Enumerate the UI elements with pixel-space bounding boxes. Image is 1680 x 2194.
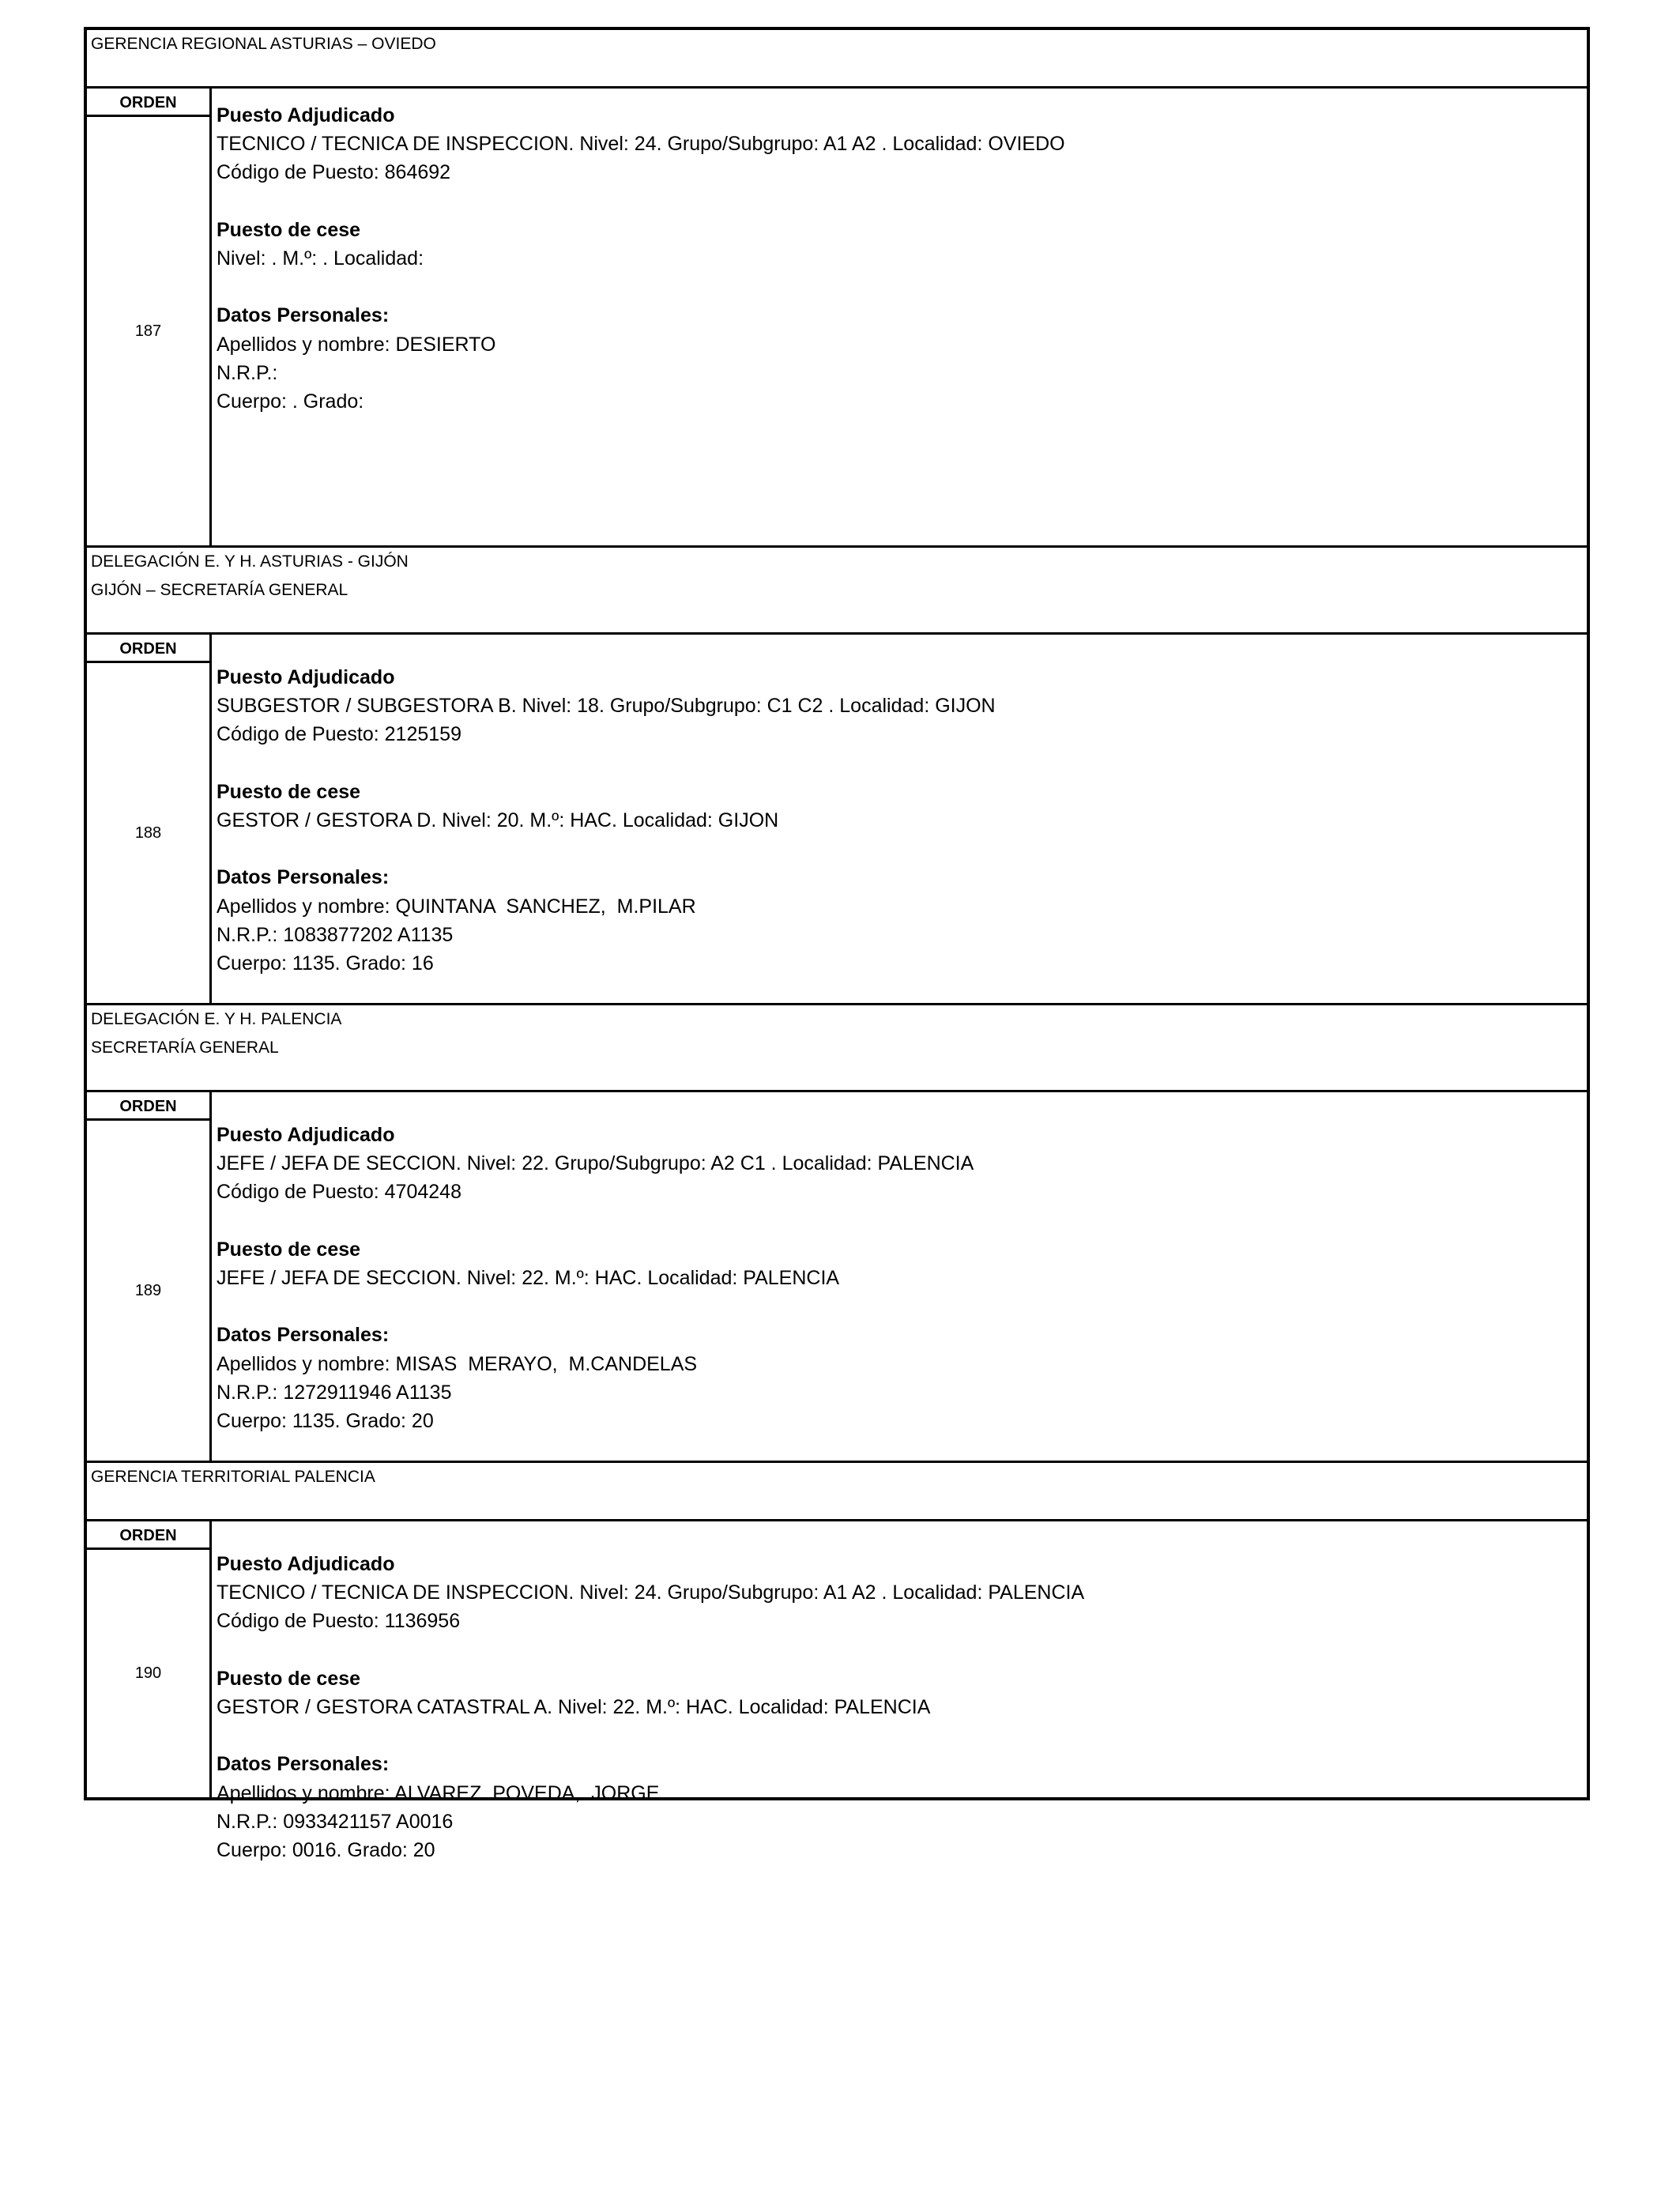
puesto-cese-desc: GESTOR / GESTORA CATASTRAL A. Nivel: 22. M.º: HAC. Localidad: PALENCIA bbox=[217, 1695, 931, 1718]
puesto-adjudicado-heading: Puesto Adjudicado bbox=[217, 104, 395, 126]
record-content bbox=[217, 1550, 1579, 1864]
puesto-cese-heading: Puesto de cese bbox=[217, 218, 361, 241]
puesto-cese-heading: Puesto de cese bbox=[217, 1667, 361, 1690]
record-content bbox=[217, 663, 1579, 978]
apellidos-nombre: Apellidos y nombre: DESIERTO bbox=[217, 333, 496, 356]
section-header bbox=[87, 30, 1587, 89]
section-header-line: GERENCIA TERRITORIAL PALENCIA bbox=[91, 1468, 375, 1486]
record-row bbox=[87, 1092, 1587, 1463]
puesto-adjudicado-desc: TECNICO / TECNICA DE INSPECCION. Nivel: 24. Grupo/Subgrupo: A1 A2 . Localidad: OVIEDO bbox=[217, 133, 1065, 156]
datos-personales-heading: Datos Personales: bbox=[217, 866, 390, 889]
puesto-cese-desc: JEFE / JEFA DE SECCION. Nivel: 22. M.º: HAC. Localidad: PALENCIA bbox=[217, 1266, 840, 1289]
record-row bbox=[87, 1521, 1587, 1861]
nrp: N.R.P.: 1272911946 A1135 bbox=[217, 1381, 452, 1404]
orden-number: 187 bbox=[134, 322, 162, 340]
apellidos-nombre: Apellidos y nombre: MISAS MERAYO, M.CANDELAS bbox=[217, 1352, 698, 1375]
puesto-adjudicado-heading: Puesto Adjudicado bbox=[217, 666, 395, 688]
section-header bbox=[87, 548, 1587, 635]
datos-personales-heading: Datos Personales: bbox=[217, 1753, 390, 1776]
record-row bbox=[87, 89, 1587, 548]
orden-number: 190 bbox=[134, 1664, 162, 1682]
nrp: N.R.P.: 1083877202 A1135 bbox=[217, 923, 454, 946]
puesto-cese-heading: Puesto de cese bbox=[217, 780, 361, 803]
orden-label: ORDEN bbox=[87, 89, 209, 117]
apellidos-nombre: Apellidos y nombre: ALVAREZ POVEDA, JORGE bbox=[217, 1781, 660, 1804]
orden-column bbox=[87, 635, 212, 1003]
orden-label: ORDEN bbox=[87, 1521, 209, 1550]
apellidos-nombre: Apellidos y nombre: QUINTANA SANCHEZ, M.PILAR bbox=[217, 895, 696, 918]
orden-label: ORDEN bbox=[87, 635, 209, 663]
nrp: N.R.P.: 0933421157 A0016 bbox=[217, 1810, 454, 1833]
nrp: N.R.P.: bbox=[217, 361, 278, 384]
orden-number: 188 bbox=[134, 824, 162, 842]
codigo-puesto: Código de Puesto: 1136956 bbox=[217, 1610, 461, 1633]
section-header-line: SECRETARÍA GENERAL bbox=[91, 1039, 279, 1057]
orden-column bbox=[87, 89, 212, 545]
section-header-line: GERENCIA REGIONAL ASTURIAS – OVIEDO bbox=[91, 35, 436, 53]
section-header bbox=[87, 1463, 1587, 1521]
cuerpo-grado: Cuerpo: 1135. Grado: 20 bbox=[217, 1409, 434, 1432]
puesto-adjudicado-heading: Puesto Adjudicado bbox=[217, 1124, 395, 1146]
puesto-adjudicado-heading: Puesto Adjudicado bbox=[217, 1553, 395, 1575]
record-content bbox=[217, 101, 1579, 416]
section-header-line: DELEGACIÓN E. Y H. PALENCIA bbox=[91, 1010, 342, 1028]
puesto-cese-desc: Nivel: . M.º: . Localidad: bbox=[217, 247, 424, 270]
record-row bbox=[87, 635, 1587, 1005]
section-header bbox=[87, 1005, 1587, 1092]
section-header-line: DELEGACIÓN E. Y H. ASTURIAS - GIJÓN bbox=[91, 552, 409, 571]
puesto-cese-heading: Puesto de cese bbox=[217, 1238, 361, 1261]
puesto-cese-desc: GESTOR / GESTORA D. Nivel: 20. M.º: HAC. Localidad: GIJON bbox=[217, 809, 779, 831]
puesto-adjudicado-desc: JEFE / JEFA DE SECCION. Nivel: 22. Grupo/Subgrupo: A2 C1 . Localidad: PALENCIA bbox=[217, 1152, 974, 1175]
cuerpo-grado: Cuerpo: 0016. Grado: 20 bbox=[217, 1838, 435, 1861]
puesto-adjudicado-desc: TECNICO / TECNICA DE INSPECCION. Nivel: 24. Grupo/Subgrupo: A1 A2 . Localidad: PALENCIA bbox=[217, 1581, 1085, 1604]
orden-number: 189 bbox=[134, 1281, 162, 1299]
puesto-adjudicado-desc: SUBGESTOR / SUBGESTORA B. Nivel: 18. Grupo/Subgrupo: C1 C2 . Localidad: GIJON bbox=[217, 695, 996, 718]
section-header-line: GIJÓN – SECRETARÍA GENERAL bbox=[91, 581, 348, 599]
assignment-table bbox=[84, 27, 1590, 1861]
codigo-puesto: Código de Puesto: 4704248 bbox=[217, 1181, 461, 1204]
datos-personales-heading: Datos Personales: bbox=[217, 304, 390, 327]
record-content bbox=[217, 1121, 1579, 1435]
orden-column bbox=[87, 1092, 212, 1461]
codigo-puesto: Código de Puesto: 864692 bbox=[217, 161, 451, 184]
datos-personales-heading: Datos Personales: bbox=[217, 1324, 390, 1347]
orden-column bbox=[87, 1521, 212, 1797]
orden-label: ORDEN bbox=[87, 1092, 209, 1121]
cuerpo-grado: Cuerpo: 1135. Grado: 16 bbox=[217, 952, 434, 974]
cuerpo-grado: Cuerpo: . Grado: bbox=[217, 390, 364, 413]
codigo-puesto: Código de Puesto: 2125159 bbox=[217, 723, 461, 746]
